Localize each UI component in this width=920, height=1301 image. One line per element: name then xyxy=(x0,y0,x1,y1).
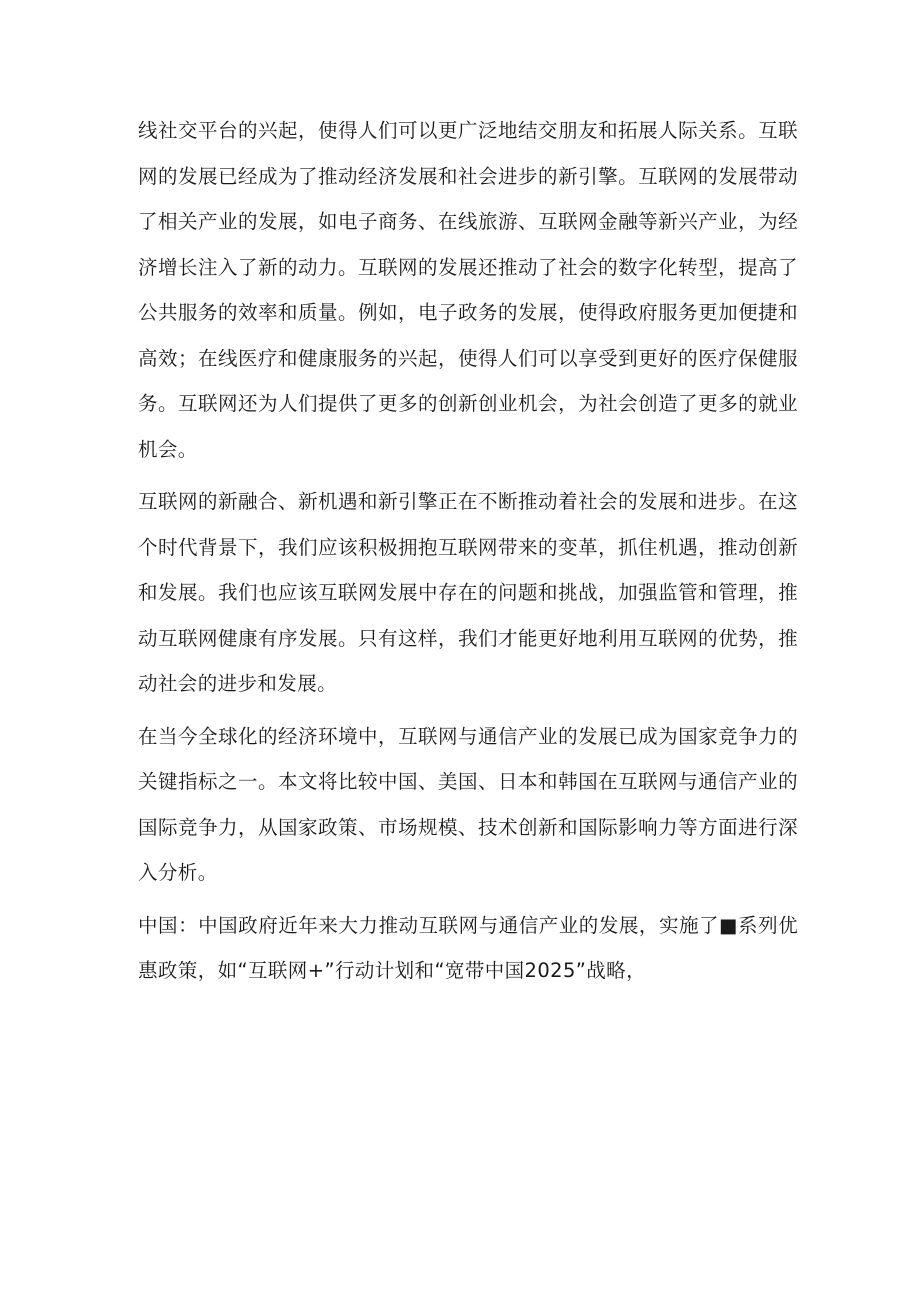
paragraph-china-policy: 中国：中国政府近年来大力推动互联网与通信产业的发展，实施了■系列优惠政策，如“互联网+”行动计划和“宽带中国2025”战略， xyxy=(138,913,798,982)
paragraph-global-competition: 在当今全球化的经济环境中，互联网与通信产业的发展已成为国家竞争力的关键指标之一。本文将比较中国、美国、日本和韩国在互联网与通信产业的国际竞争力，从国家政策、市场规模、技术创新和国际影响力等方面进行深入分析。 xyxy=(138,724,798,884)
document-body xyxy=(138,108,798,1001)
paragraph-new-engine: 互联网的新融合、新机遇和新引擎正在不断推动着社会的发展和进步。在这个时代背景下，我们应该积极拥抱互联网带来的变革，抓住机遇，推动创新和发展。我们也应该互联网发展中存在的问题和挑战，加强监管和管理，推动互联网健康有序发展。只有这样，我们才能更好地利用互联网的优势，推动社会的进步和发展。 xyxy=(138,490,798,695)
paragraph-internet-impact: 线社交平台的兴起，使得人们可以更广泛地结交朋友和拓展人际关系。互联网的发展已经成为了推动经济发展和社会进步的新引擎。互联网的发展带动了相关产业的发展，如电子商务、在线旅游、互联网金融等新兴产业，为经济增长注入了新的动力。互联网的发展还推动了社会的数字化转型，提高了公共服务的效率和质量。例如，电子政务的发展，使得政府服务更加便捷和高效；在线医疗和健康服务的兴起，使得人们可以享受到更好的医疗保健服务。互联网还为人们提供了更多的创新创业机会，为社会创造了更多的就业机会。 xyxy=(138,119,798,461)
